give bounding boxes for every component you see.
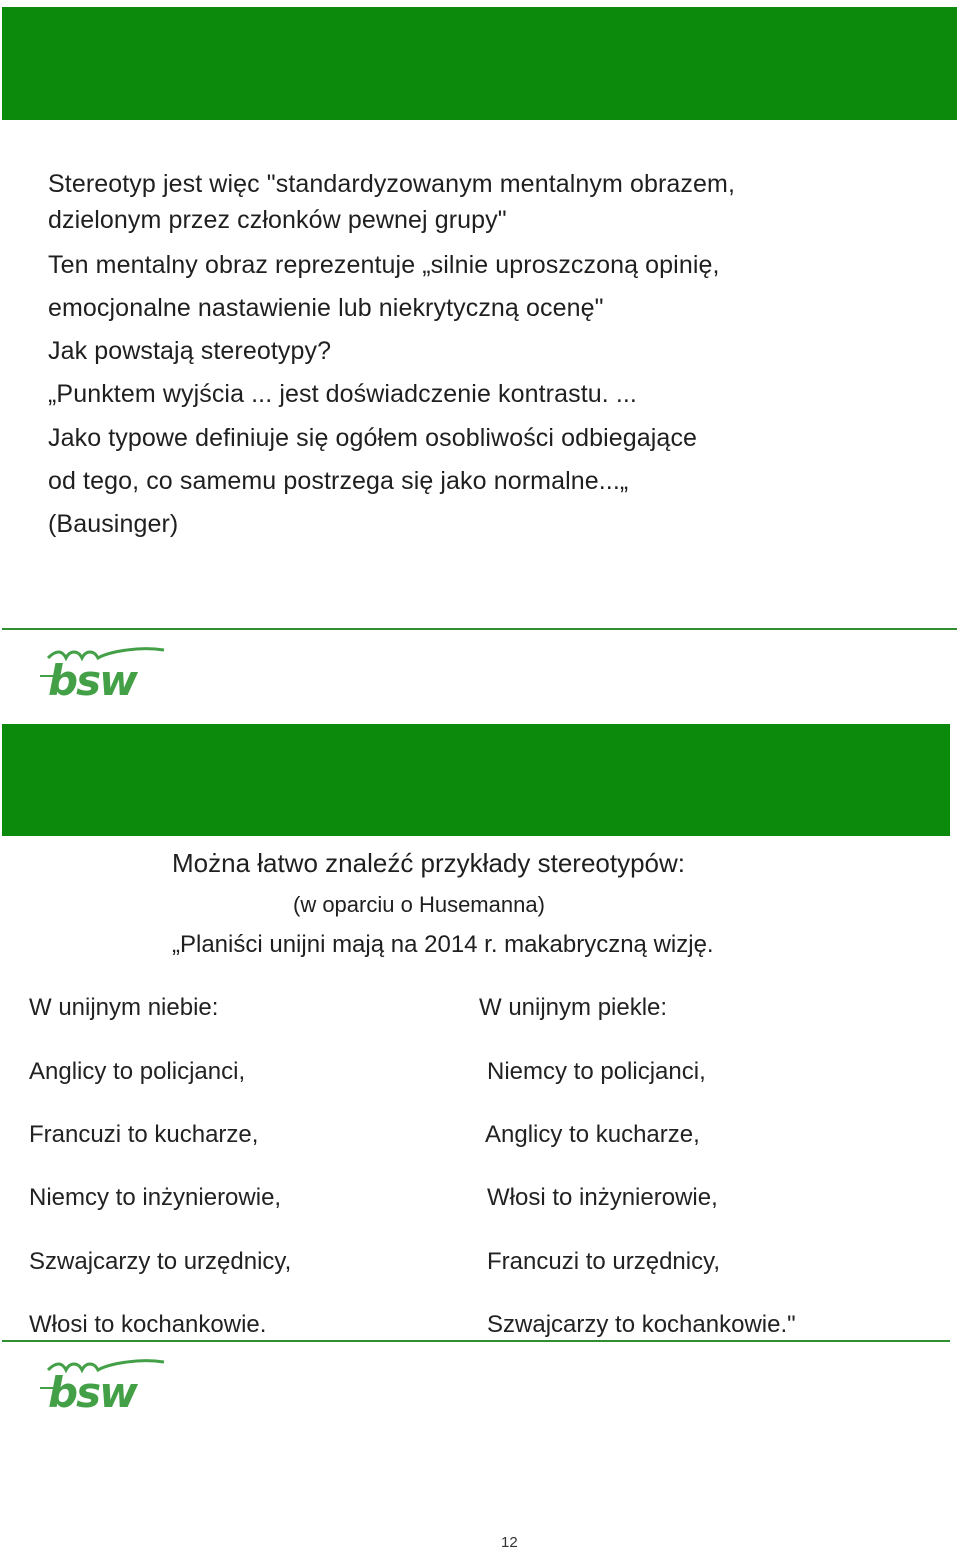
hell-item: Anglicy to kucharze,	[485, 1121, 700, 1148]
slide1-line-6: „Punktem wyjścia ... jest doświadczenie kontrastu. ...	[48, 380, 637, 408]
slide1-line-5: Jak powstają stereotypy?	[48, 337, 332, 365]
slide1-footer-rule	[2, 628, 957, 630]
slide1-line-2: dzielonym przez członków pewnej grupy"	[48, 206, 507, 234]
bsw-logo-2	[38, 1358, 168, 1420]
bsw-logo-1	[38, 646, 168, 708]
hell-item: Niemcy to policjanci,	[487, 1058, 706, 1085]
heaven-item: Anglicy to policjanci,	[29, 1058, 246, 1085]
slide2-header-bar	[2, 724, 950, 836]
heaven-item: Szwajcarzy to urzędnicy,	[29, 1248, 292, 1275]
slide2-subtitle: (w oparciu o Husemanna)	[293, 892, 545, 917]
hell-item: Szwajcarzy to kochankowie."	[487, 1311, 796, 1338]
slide1-line-1: Stereotyp jest więc "standardyzowanym mentalnym obrazem,	[48, 170, 735, 198]
slide2-quote: „Planiści unijni mają na 2014 r. makabryczną wizję.	[172, 931, 714, 958]
hell-item: Włosi to inżynierowie,	[487, 1184, 718, 1211]
logo-text: bsw	[48, 656, 136, 705]
page-number: 12	[501, 1534, 518, 1551]
slide2-title: Można łatwo znaleźć przykłady stereotypów:	[172, 848, 686, 878]
hell-heading: W unijnym piekle:	[479, 994, 668, 1021]
slide1-line-9: (Bausinger)	[48, 510, 179, 538]
slide1-line-7: Jako typowe definiuje się ogółem osobliwości odbiegające	[48, 424, 698, 452]
heaven-item: Niemcy to inżynierowie,	[29, 1184, 282, 1211]
heaven-item: Włosi to kochankowie.	[29, 1311, 267, 1338]
slide1-line-4: emocjonalne nastawienie lub niekrytyczną ocenę"	[48, 294, 604, 322]
slide1-line-8: od tego, co samemu postrzega się jako normalne...„	[48, 467, 629, 495]
hell-item: Francuzi to urzędnicy,	[487, 1248, 720, 1275]
slide1-line-3: Ten mentalny obraz reprezentuje „silnie uproszczoną opinię,	[48, 251, 720, 279]
logo-text: bsw	[48, 1368, 136, 1417]
heaven-item: Francuzi to kucharze,	[29, 1121, 259, 1148]
heaven-heading: W unijnym niebie:	[29, 994, 219, 1021]
slide2-footer-rule	[2, 1340, 950, 1342]
slide1-header-bar	[2, 7, 957, 120]
